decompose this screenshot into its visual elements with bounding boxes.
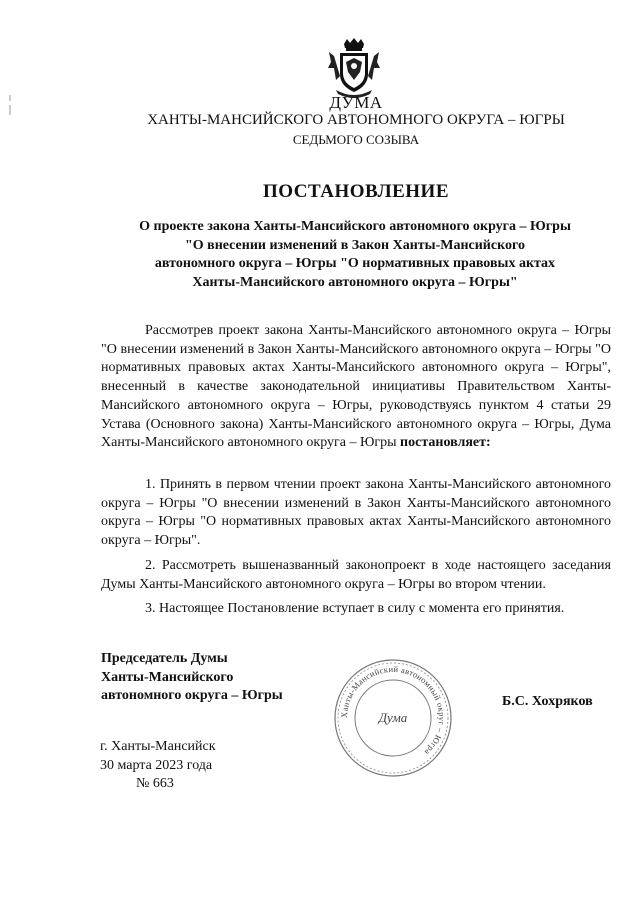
subject-line: "О внесении изменений в Закон Ханты-Мансийского <box>185 237 525 253</box>
stamp-center-text: Дума <box>378 710 408 725</box>
official-stamp <box>332 657 454 779</box>
signer-title <box>101 650 283 706</box>
preamble <box>101 322 611 453</box>
subject-line: Ханты-Мансийского автономного округа – Югры" <box>192 274 518 290</box>
stamp-ring-text: Ханты-Мансийский автономный округ – Югра <box>338 663 448 758</box>
signer-name: Б.С. Хохряков <box>502 694 593 709</box>
subject-line: О проекте закона Ханты-Мансийского автономного округа – Югры <box>139 219 571 234</box>
preamble-text: Рассмотрев проект закона Ханты-Мансийского автономного округа – Югры "О внесении изменений в Закон Ханты-Мансийского автономного округа – Югры "О нормативных правовых актах Ханты-Мансийского автономного округа – Югры", внесенный в качестве законодательной инициативы Правительством Ханты-Мансийского автономного округа – Югры, руководствуясь пунктом 4 статьи 29 Устава (Основного закона) Ханты-Мансийского автономного округа – Югры, Дума Ханты-Мансийского автономного округа – Югры <box>101 323 611 451</box>
resolves-word: постановляет: <box>400 435 491 451</box>
coat-of-arms-icon <box>326 38 382 98</box>
document-number: № 663 <box>136 776 174 791</box>
place: г. Ханты-Мансийск <box>100 739 216 754</box>
date: 30 марта 2023 года <box>100 757 213 773</box>
signer-title-line: автономного округа – Югры <box>101 688 283 703</box>
resolution-items <box>101 476 611 625</box>
document-subject <box>100 218 610 292</box>
region-name: ХАНТЫ-МАНСИЙСКОГО АВТОНОМНОГО ОКРУГА – ЮГРЫ <box>147 112 565 128</box>
document-type-title: ПОСТАНОВЛЕНИЕ <box>262 181 450 202</box>
resolution-item-1: 1. Принять в первом чтении проект закона Ханты-Мансийского автономного округа – Югры "О внесении изменений в Закон Ханты-Мансийского автономного округа – Югры "О нормативных правовых актах Ханты-Мансийского автономного округа – Югры". <box>101 477 611 549</box>
convocation: СЕДЬМОГО СОЗЫВА <box>292 132 420 147</box>
subject-line: автономного округа – Югры "О нормативных правовых актах <box>154 256 556 271</box>
signer-title-line: Ханты-Мансийского <box>101 669 234 685</box>
organization-name: ДУМА <box>329 93 383 112</box>
signer-title-line: Председатель Думы <box>101 651 228 666</box>
resolution-item-3: 3. Настоящее Постановление вступает в силу с момента его принятия. <box>145 601 565 617</box>
resolution-item-2: 2. Рассмотреть вышеназванный законопроект в ходе настоящего заседания Думы Ханты-Мансийского автономного округа – Югры во втором чтении. <box>101 557 611 592</box>
place-and-date <box>100 738 216 794</box>
